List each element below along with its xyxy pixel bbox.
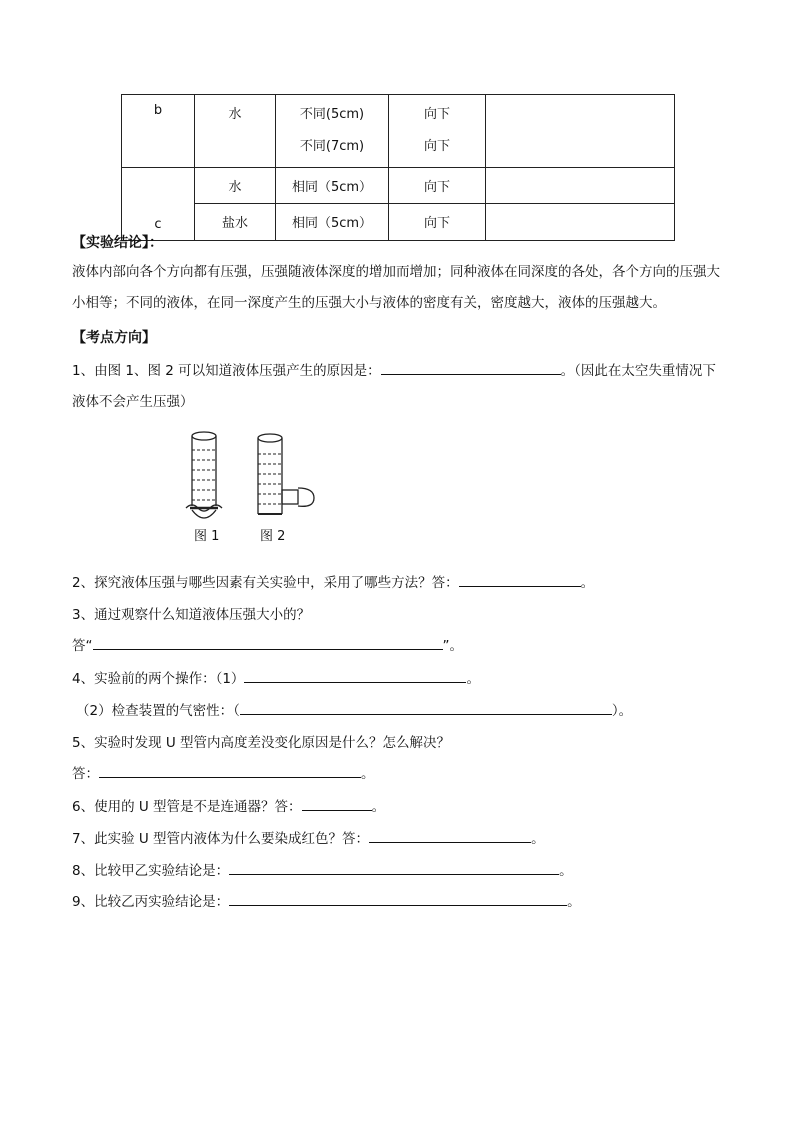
answer-prefix: 答“	[72, 638, 93, 654]
question-9-tail: 。	[567, 894, 581, 910]
question-9-text: 9、比较乙丙实验结论是：	[72, 894, 230, 910]
answer-blank[interactable]	[240, 700, 612, 715]
question-1	[72, 359, 716, 379]
cylinder-2	[258, 434, 314, 514]
conclusion-heading: 【实验结论】：	[72, 235, 163, 251]
direction-value: 向下	[423, 107, 450, 122]
answer-suffix: 。	[361, 766, 375, 782]
question-4-2-tail: ）。	[611, 703, 633, 719]
answer-blank[interactable]	[381, 360, 561, 375]
question-1-cont: 液体不会产生压强）	[72, 394, 194, 410]
question-7-tail: 。	[531, 831, 545, 847]
question-8-tail: 。	[559, 863, 573, 879]
question-6-tail: 。	[371, 799, 386, 815]
experiment-table	[121, 94, 675, 241]
direction-cell: 向下	[389, 203, 486, 240]
question-4-text: 4、实验前的两个操作：（1）	[72, 671, 245, 687]
liquid-cell: 水	[195, 168, 276, 204]
question-8	[72, 859, 573, 879]
question-2-tail: 。	[580, 575, 595, 591]
group-cell: b	[122, 95, 195, 168]
answer-suffix: ”。	[442, 638, 463, 654]
direction-cell	[389, 95, 486, 168]
answer-blank[interactable]	[93, 635, 443, 650]
table-row	[122, 203, 675, 240]
question-4-2-text: （2）检查装置的气密性：（	[76, 703, 240, 719]
question-8-text: 8、比较甲乙实验结论是：	[72, 863, 230, 879]
cylinder-1	[186, 432, 222, 518]
question-7-text: 7、此实验 U 型管内液体为什么要染成红色？答：	[72, 831, 370, 847]
answer-blank[interactable]	[229, 860, 559, 875]
answer-blank[interactable]	[369, 828, 531, 843]
question-2	[72, 571, 594, 591]
question-3-answer	[72, 634, 463, 654]
figure-1-label: 图 1	[194, 529, 220, 544]
question-4-part-2	[76, 699, 632, 719]
table-row	[122, 95, 675, 168]
note-cell	[486, 203, 675, 240]
answer-prefix: 答：	[72, 766, 99, 782]
conclusion-text: 液体内部向各个方向都有压强，压强随液体深度的增加而增加；同种液体在同深度的各处，各个方向的压强大小相等；不同的液体，在同一深度产生的压强大小与液体的密度有关，密度越大，液体的压强越大。	[72, 264, 720, 311]
figure-1-2	[180, 428, 340, 552]
depth-value: 不同(7cm)	[299, 139, 365, 154]
question-7	[72, 827, 545, 847]
question-5-answer	[72, 762, 375, 782]
answer-blank[interactable]	[244, 668, 466, 683]
table-row	[122, 168, 675, 204]
question-6	[72, 795, 385, 815]
question-4-tail: 。	[466, 671, 480, 687]
direction-cell: 向下	[389, 168, 486, 204]
answer-blank[interactable]	[302, 796, 372, 811]
question-3: 3、通过观察什么知道液体压强大小的？	[72, 607, 311, 623]
answer-blank[interactable]	[99, 763, 361, 778]
exam-heading: 【考点方向】	[72, 330, 156, 346]
depth-cell: 相同（5cm）	[276, 203, 389, 240]
figure-2-label: 图 2	[260, 529, 286, 544]
answer-blank[interactable]	[459, 572, 581, 587]
liquid-cell: 水	[195, 95, 276, 168]
question-6-text: 6、使用的 U 型管是不是连通器？答：	[72, 799, 302, 815]
question-4	[72, 667, 480, 687]
note-cell	[486, 95, 675, 168]
answer-blank[interactable]	[229, 891, 567, 906]
question-2-text: 2、探究液体压强与哪些因素有关实验中，采用了哪些方法？答：	[72, 575, 459, 591]
question-5: 5、实验时发现 U 型管内高度差没变化原因是什么？怎么解决？	[72, 735, 451, 751]
note-cell	[486, 168, 675, 204]
direction-value: 向下	[423, 139, 450, 154]
depth-cell	[276, 95, 389, 168]
depth-value: 不同(5cm)	[299, 107, 365, 122]
group-cell: c	[122, 168, 195, 241]
depth-cell: 相同（5cm）	[276, 168, 389, 204]
question-9	[72, 890, 581, 910]
liquid-cell: 盐水	[195, 203, 276, 240]
question-1-text: 1、由图 1、图 2 可以知道液体压强产生的原因是：	[72, 363, 381, 379]
question-1-tail: 。（因此在太空失重情况下	[560, 363, 716, 379]
